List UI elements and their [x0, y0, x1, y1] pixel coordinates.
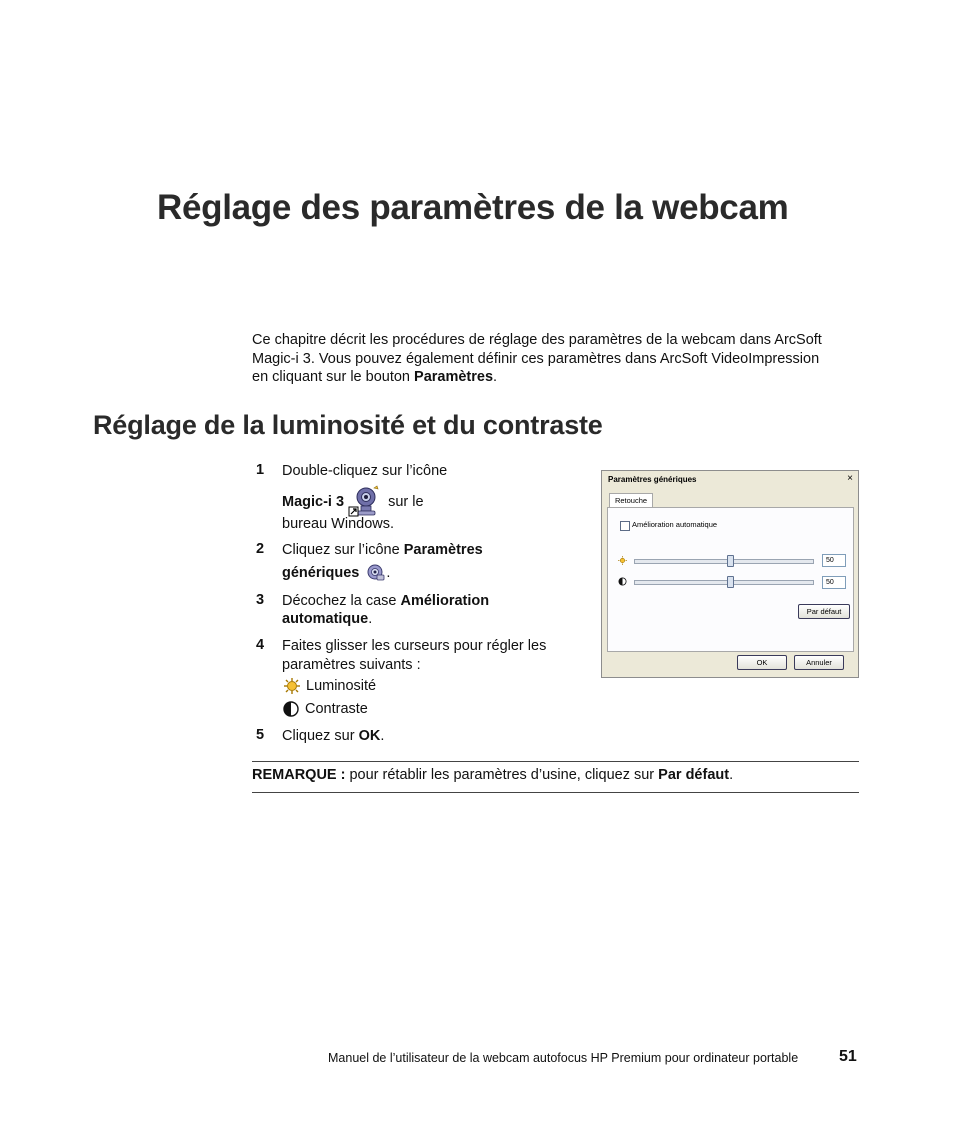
brightness-item: Luminosité: [282, 677, 376, 695]
note: REMARQUE : pour rétablir les paramètres d’usine, cliquez sur Par défaut.: [252, 767, 734, 783]
section-title: Réglage de la luminosité et du contraste: [93, 410, 603, 440]
step-3-text: Décochez la case Amélioration: [282, 593, 490, 609]
note-top-rule: [252, 761, 859, 762]
generic-settings-dialog: [601, 470, 859, 678]
default-button[interactable]: Par défaut: [798, 604, 850, 619]
close-icon[interactable]: ×: [847, 473, 853, 484]
intro-line-2: Magic-i 3. Vous pouvez également définir ces paramètres dans ArcSoft VideoImpression: [252, 350, 820, 367]
dialog-title: Paramètres génériques: [608, 475, 697, 484]
tab-retouche[interactable]: Retouche: [609, 493, 653, 508]
contrast-item: Contraste: [282, 700, 368, 718]
step-number-5: 5: [256, 727, 265, 743]
step-number-3: 3: [256, 592, 265, 608]
page-title: Réglage des paramètres de la webcam: [157, 188, 789, 227]
dialog-panel: [607, 507, 854, 652]
footer-text: Manuel de l’utilisateur de la webcam autofocus HP Premium pour ordinateur portable: [328, 1051, 799, 1065]
brightness-value-field[interactable]: 50: [822, 554, 846, 567]
brightness-sun-icon: [618, 556, 627, 565]
contrast-half-icon: [618, 577, 627, 586]
step-5-text: Cliquez sur OK.: [282, 728, 385, 744]
brightness-slider-thumb[interactable]: [727, 555, 734, 567]
generic-settings-icon: [366, 564, 386, 582]
contrast-value-field[interactable]: 50: [822, 576, 846, 589]
auto-enhance-label: Amélioration automatique: [632, 520, 718, 529]
contrast-icon: [282, 700, 300, 718]
auto-enhance-checkbox[interactable]: [620, 521, 630, 531]
step-number-4: 4: [256, 637, 265, 653]
brightness-slider[interactable]: [634, 559, 814, 564]
note-label: REMARQUE :: [252, 767, 346, 783]
step-4-text: Faites glisser les curseurs pour régler les: [282, 638, 547, 654]
step-1-text: Double-cliquez sur l’icône: [282, 463, 448, 479]
step-2-text: Cliquez sur l’icône Paramètres: [282, 542, 483, 558]
contrast-slider[interactable]: [634, 580, 814, 585]
step-1-line-3: bureau Windows.: [282, 516, 395, 532]
step-number-2: 2: [256, 541, 265, 557]
cancel-button[interactable]: Annuler: [794, 655, 844, 670]
intro-line-3: en cliquant sur le bouton Paramètres.: [252, 369, 498, 385]
step-4-line-2: paramètres suivants :: [282, 657, 421, 673]
intro-line-1: Ce chapitre décrit les procédures de réglage des paramètres de la webcam dans ArcSoft: [252, 332, 822, 348]
magic-i-webcam-icon: [348, 485, 382, 519]
sun-icon: [282, 677, 302, 695]
step-number-1: 1: [256, 462, 265, 478]
note-bottom-rule: [252, 792, 859, 793]
step-1-line-2: Magic-i 3 sur le: [282, 485, 482, 519]
contrast-slider-thumb[interactable]: [727, 576, 734, 588]
step-3-line-2: automatique.: [282, 611, 373, 627]
ok-button[interactable]: OK: [737, 655, 787, 670]
step-2-line-2: génériques .: [282, 565, 391, 581]
page-number: 51: [839, 1048, 857, 1065]
intro-paragraph: [252, 331, 862, 387]
